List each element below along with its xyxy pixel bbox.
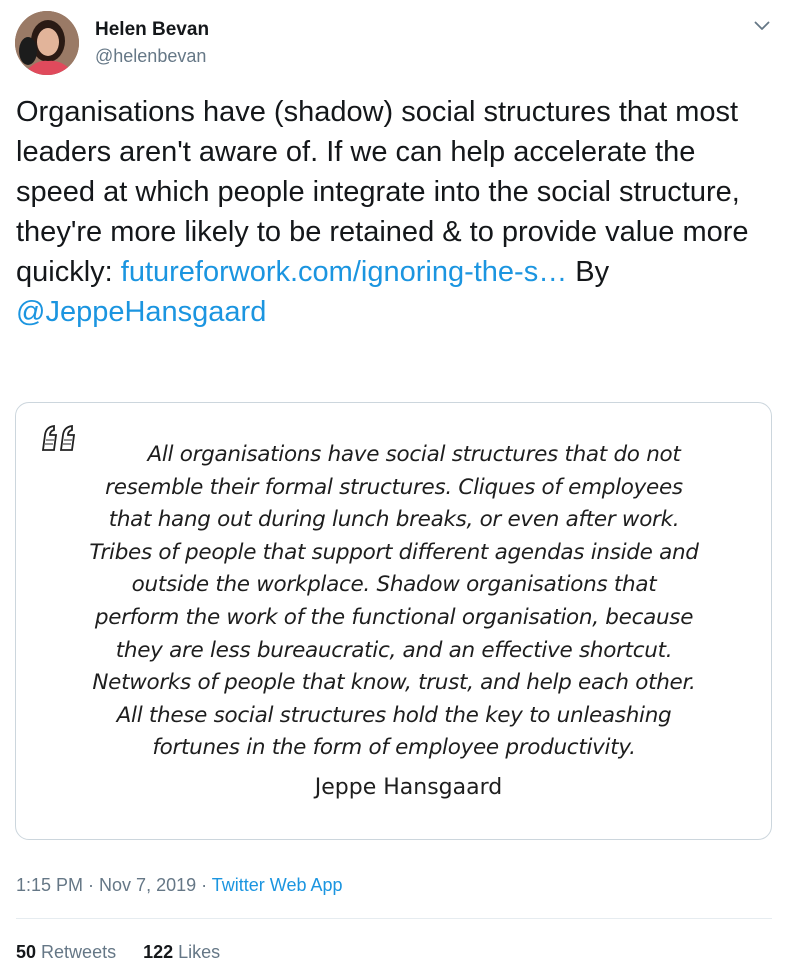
author-name[interactable]: Helen Bevan [95, 19, 210, 40]
quote-line: fortunes in the form of employee productivity. [152, 735, 636, 761]
quote-line: that hang out during lunch breaks, or even after work. [108, 507, 680, 533]
quote-author: Jeppe Hansgaard [314, 775, 503, 800]
tweet-date[interactable]: Nov 7, 2019 [99, 875, 197, 895]
tweet-text [16, 92, 781, 332]
retweets-label: Retweets [41, 942, 117, 962]
quote-line: outside the workplace. Shadow organisations that [131, 572, 657, 598]
divider [16, 918, 772, 919]
quote-line: resemble their formal structures. Cliques of employees [105, 474, 683, 500]
avatar[interactable] [15, 11, 79, 75]
quote-line: All organisations have social structures that do not [147, 442, 681, 467]
meta-separator: · [83, 875, 100, 895]
quote-line: Tribes of people that support different agendas inside and [89, 539, 699, 565]
retweets-count: 50 [16, 942, 37, 962]
quote-line: they are less bureaucratic, and an effective shortcut. [115, 637, 673, 663]
meta-separator: · [196, 875, 212, 895]
author-handle[interactable]: @helenbevan [95, 46, 207, 66]
tweet-by: By [567, 256, 610, 288]
tweet-body: Organisations have (shadow) social structures that most leaders aren't aware of. If we can help accelerate the speed at which people integrate into the social structure, they're more likely to be retained & to provide value more quickly: [16, 96, 749, 288]
tweet-source[interactable]: Twitter Web App [211, 875, 343, 895]
retweets-stat[interactable] [16, 942, 116, 962]
quote-line: perform the work of the functional organisation, because [94, 604, 694, 630]
quote-line: Networks of people that know, trust, and help each other. [92, 670, 696, 696]
tweet-link[interactable]: futureforwork.com/ignoring-the-s… [120, 256, 568, 288]
tweet-time[interactable]: 1:15 PM [16, 875, 84, 895]
quote-body [34, 439, 754, 765]
tweet-stats [16, 942, 220, 963]
quote-image[interactable] [15, 402, 772, 840]
mention-link[interactable]: @JeppeHansgaard [16, 296, 267, 328]
profile-photo [15, 11, 79, 75]
chevron-down-icon[interactable] [748, 14, 776, 38]
likes-count: 122 [143, 942, 174, 962]
likes-stat[interactable] [143, 942, 220, 962]
likes-label: Likes [178, 942, 221, 962]
quote-line: All these social structures hold the key to unleashing [116, 702, 672, 728]
tweet-meta [16, 875, 343, 896]
